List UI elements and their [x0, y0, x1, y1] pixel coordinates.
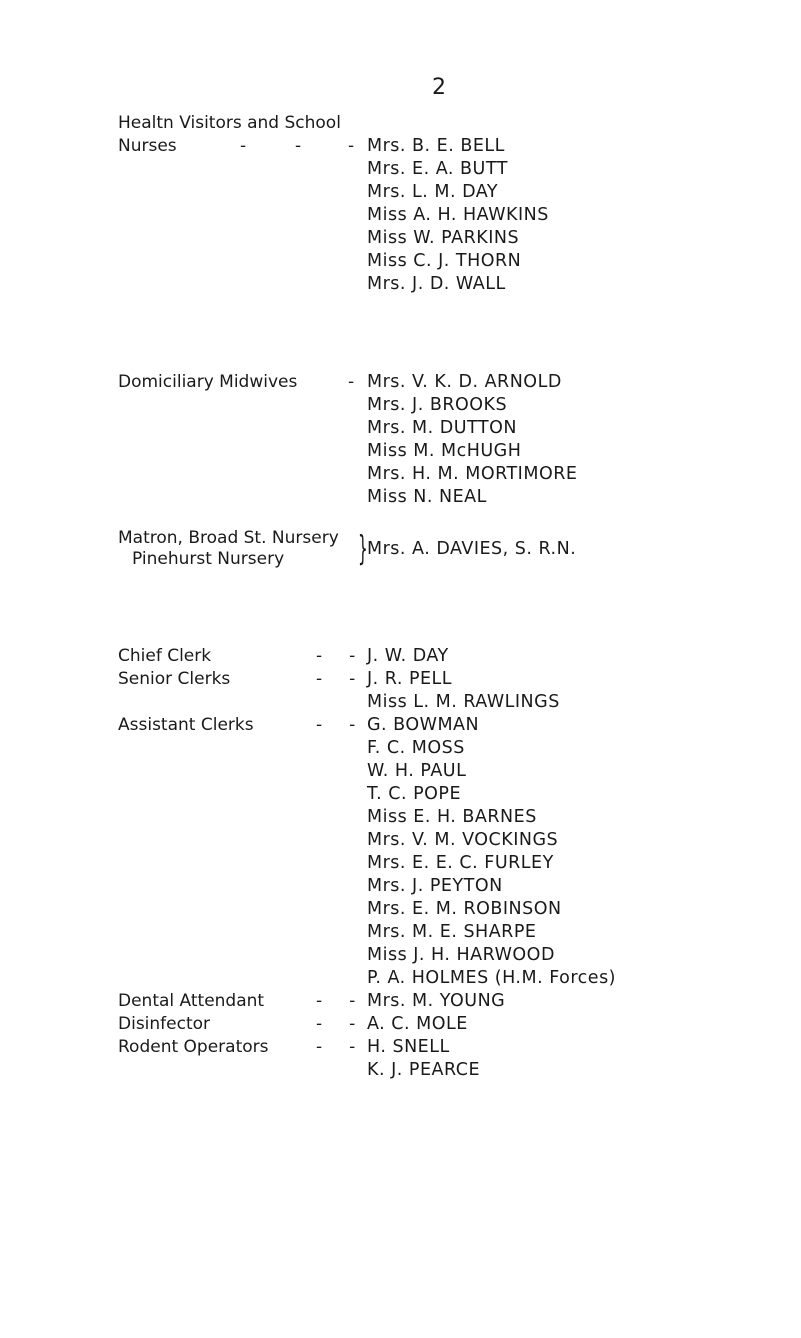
- role-dash: - -: [316, 1014, 356, 1034]
- role-dash: -: [348, 372, 355, 392]
- staff-name: Mrs. J. BROOKS: [367, 395, 508, 415]
- midwives-names: [367, 371, 797, 509]
- role-line: [118, 829, 363, 852]
- staff-name: Mrs. E. M. ROBINSON: [367, 899, 562, 919]
- role-line: [118, 875, 363, 898]
- staff-name: Miss N. NEAL: [367, 487, 487, 507]
- staff-name: Mrs. J. PEYTON: [367, 876, 503, 896]
- role-line: [118, 921, 363, 944]
- role-line: [118, 645, 363, 668]
- role-dash: - -: [316, 646, 356, 666]
- staff-name: J. W. DAY: [367, 646, 449, 666]
- role-label: Rodent Operators: [118, 1037, 269, 1057]
- role-line: [118, 1036, 363, 1059]
- role-line: [118, 528, 363, 549]
- role-dash: - -: [316, 991, 356, 1011]
- staff-name: Mrs. M. E. SHARPE: [367, 922, 537, 942]
- staff-name: Mrs. J. D. WALL: [367, 274, 506, 294]
- brace-icon: }: [358, 529, 368, 569]
- staff-name: F. C. MOSS: [367, 738, 465, 758]
- role-line: [118, 714, 363, 737]
- role-line: [118, 944, 363, 967]
- role-dash: - -: [316, 1037, 356, 1057]
- matron-role: [118, 528, 363, 570]
- staff-name: Miss A. H. HAWKINS: [367, 205, 549, 225]
- staff-name: T. C. POPE: [367, 784, 462, 804]
- role-line: [118, 691, 363, 714]
- staff-name: K. J. PEARCE: [367, 1060, 481, 1080]
- staff-name: Miss L. M. RAWLINGS: [367, 692, 560, 712]
- role-line: [118, 990, 363, 1013]
- health-visitors-role: [118, 112, 363, 158]
- staff-name: J. R. PELL: [367, 669, 453, 689]
- role-line: [118, 668, 363, 691]
- role-label: Disinfector: [118, 1014, 211, 1034]
- role-label: Pinehurst Nursery: [132, 549, 285, 569]
- clerks-roles: [118, 645, 363, 1082]
- staff-name: Mrs. E. E. C. FURLEY: [367, 853, 554, 873]
- role-dash: - -: [316, 715, 356, 735]
- role-line: [118, 737, 363, 760]
- staff-name: Miss J. H. HARWOOD: [367, 945, 555, 965]
- role-label: Domiciliary Midwives: [118, 372, 298, 392]
- staff-name: Miss W. PARKINS: [367, 228, 520, 248]
- role-label: Chief Clerk: [118, 646, 212, 666]
- role-dash: -: [295, 136, 302, 156]
- staff-name: Mrs. B. E. BELL: [367, 136, 505, 156]
- staff-name: Miss E. H. BARNES: [367, 807, 537, 827]
- role-line: [118, 112, 363, 135]
- role-dash: - -: [316, 669, 356, 689]
- staff-name: P. A. HOLMES (H.M. Forces): [367, 968, 617, 988]
- page-number: 2: [432, 75, 446, 100]
- staff-name: Mrs. E. A. BUTT: [367, 159, 508, 179]
- role-line: [118, 783, 363, 806]
- role-label: Nurses: [118, 136, 177, 156]
- role-line: [118, 852, 363, 875]
- role-line: [118, 898, 363, 921]
- role-line: [118, 371, 363, 394]
- staff-name: H. SNELL: [367, 1037, 450, 1057]
- role-label: Matron, Broad St. Nursery: [118, 528, 339, 548]
- role-label: Healtn Visitors and School: [118, 113, 341, 133]
- staff-name: Mrs. M. DUTTON: [367, 418, 517, 438]
- staff-name: G. BOWMAN: [367, 715, 480, 735]
- staff-name: A. C. MOLE: [367, 1014, 468, 1034]
- staff-name: Miss M. McHUGH: [367, 441, 522, 461]
- role-line: [118, 760, 363, 783]
- staff-name: Mrs. L. M. DAY: [367, 182, 499, 202]
- role-label: Senior Clerks: [118, 669, 231, 689]
- staff-name: Mrs. H. M. MORTIMORE: [367, 464, 578, 484]
- role-line: [118, 806, 363, 829]
- staff-name: Miss C. J. THORN: [367, 251, 522, 271]
- staff-name: Mrs. M. YOUNG: [367, 991, 506, 1011]
- staff-name: Mrs. V. K. D. ARNOLD: [367, 372, 562, 392]
- role-line: [118, 967, 363, 990]
- health-visitors-names: [367, 135, 797, 296]
- role-dash: -: [240, 136, 247, 156]
- staff-name: W. H. PAUL: [367, 761, 467, 781]
- role-line: [118, 135, 363, 158]
- staff-name: Mrs. A. DAVIES, S. R.N.: [367, 539, 577, 559]
- role-line: [118, 1059, 363, 1082]
- midwives-role: [118, 371, 363, 394]
- clerks-names: [367, 645, 797, 1082]
- role-line: [118, 1013, 363, 1036]
- role-label: Assistant Clerks: [118, 715, 254, 735]
- role-line: [118, 549, 363, 570]
- role-label: Dental Attendant: [118, 991, 265, 1011]
- role-dash: -: [348, 136, 355, 156]
- staff-name: Mrs. V. M. VOCKINGS: [367, 830, 559, 850]
